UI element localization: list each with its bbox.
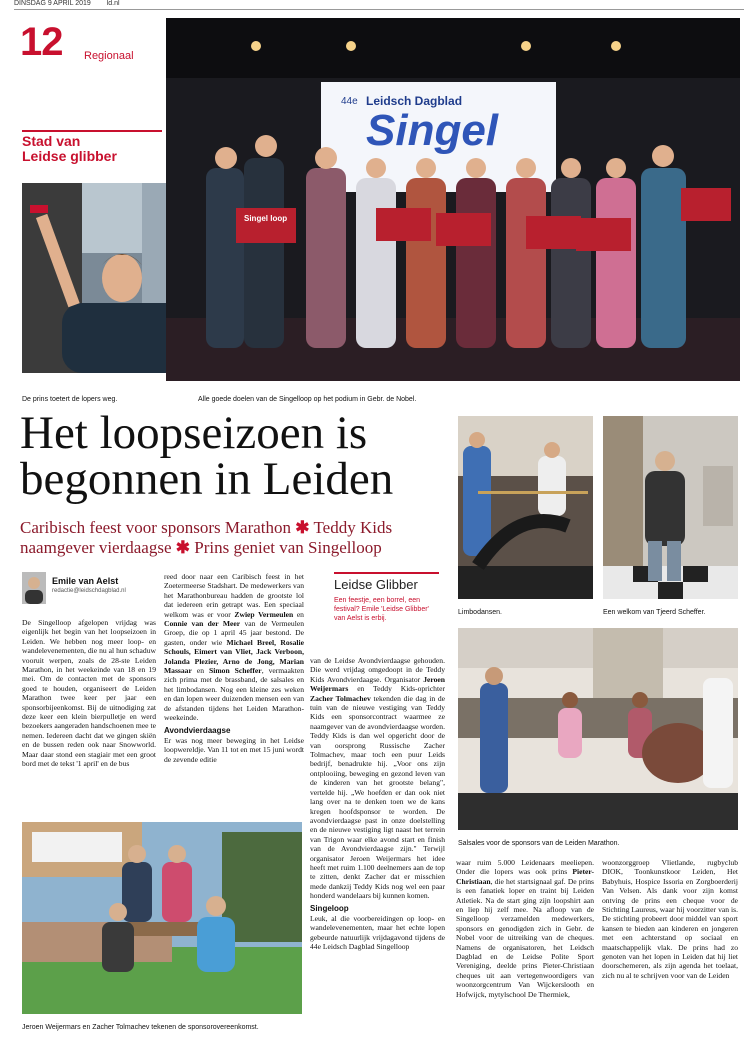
guest-list: Michael Breel, Rosalie Schouls, Eimert van Vliet, Jack Verboon, Jolanda Plezier, Arno de Jong, Marian Massaar xyxy=(164,637,304,676)
top-bar xyxy=(14,0,744,10)
sidebar-box xyxy=(334,572,439,623)
col3-text-a: van de Leidse Avondvierdaagse gehouden. Die werd vrijdag omgedoopt in de Teddy Kids Avondvierdaagse. Organisator xyxy=(310,656,445,684)
caption-signing: Jeroen Weijermars en Zacher Tolmachev tekenen de sponsorovereenkomst. xyxy=(22,1024,259,1031)
person-jeroen-weijermars: Jeroen Weijermars xyxy=(310,674,445,694)
headline xyxy=(20,407,440,505)
col2-text-e: van de Vermeulen Groep, die op 1 april 45 jaar bestond. De gasten, onder wie xyxy=(164,619,304,647)
caption-welcome: Een welkom van Tjeerd Scheffer. xyxy=(603,609,706,616)
subhead-part-1: Caribisch feest voor sponsors Marathon xyxy=(20,518,292,537)
article-column-2 xyxy=(164,572,304,814)
headline-line-1: Het loopseizoen is xyxy=(20,407,368,459)
subhead-part-2: Teddy Kids xyxy=(313,518,393,537)
person-pieter-christiaan: Pieter-Christiaan xyxy=(456,867,594,886)
col3-text-c: en Teddy Kids-oprichter xyxy=(357,684,445,694)
star-separator-2: ✱ xyxy=(175,538,190,557)
article-column-5 xyxy=(602,858,738,1044)
photo-signing xyxy=(22,822,302,1014)
photo-welcome-illustration xyxy=(603,416,738,599)
subheading-avondvierdaagse: Avondvierdaagse xyxy=(164,725,231,735)
person-zwiep-vermeulen: Zwiep Vermeulen xyxy=(234,609,294,619)
photo-salsa xyxy=(458,628,738,830)
banner-brand: Leidsch Dagblad xyxy=(366,94,463,108)
column-kicker xyxy=(22,130,162,164)
subhead xyxy=(20,518,440,558)
col2-text-j: Er was nog meer beweging in het Leidse loopwereldje. Van 11 tot en met 15 juni wordt de zevende editie xyxy=(164,735,304,764)
photo-podium xyxy=(166,18,740,381)
column-5-text: woonzorggroep Vlietlande, rugbyclub DIOK, Toonkunstkoor Leiden, Het Babyhuis, Hospice Issoria en Zorgboerderij Van Velsen. Als dank voor zijn komst ontving de prins een cheque voor de Stichting Laureus, waar hij voorzitter van is. De stichting probeert door middel van sport kansen te bieden aan kinderen en jongeren met een achterstand op sociaal en maatschappelijk vlak. De prins had zo genoten van het lopen in Leiden dat hij liet doorschemeren, als zijn agenda het toelaat, zich nu al te schrijven voor van de Leiden xyxy=(602,858,738,980)
photo-signing-illustration xyxy=(22,822,302,1014)
sidebar-title: Leidse Glibber xyxy=(334,572,439,592)
byline xyxy=(22,572,157,606)
photo-limbo xyxy=(458,416,593,599)
caption-podium: Alle goede doelen van de Singelloop op het podium in Gebr. de Nobel. xyxy=(198,396,417,403)
photo-prince xyxy=(22,183,187,373)
page-number: 12 xyxy=(20,20,63,64)
issue-date: DINSDAG 9 APRIL 2019 xyxy=(14,0,91,7)
section-label: Regionaal xyxy=(84,50,134,62)
col2-text-g: en xyxy=(196,666,205,676)
kicker-line-1: Stad van xyxy=(22,133,81,149)
sidebar-text: Een feestje, een borrel, een festival? Emile 'Leidse Glibber' van Aelst is erbij. xyxy=(334,597,429,622)
author-email[interactable]: redactie@leidschdagblad.nl xyxy=(52,588,126,594)
subhead-part-4: Prins geniet van Singelloop xyxy=(194,538,382,557)
col2-text-c: en xyxy=(296,609,304,619)
col2-text-i: , vermaakten zich prima met de brassband, de salsales en het limbodansen. Nog een kleine zes weken en dan lopen weer duizenden mensen een van de afstanden tijdens het Leiden Marathon-weekeinde. xyxy=(164,666,304,723)
col3-text-e: tekenden die dag in de tuin van de nieuwe vestiging van Teddy Kids een sponsorcontract waarmee ze naamgever van de avondvierdaagse worden. Teddy Kids is dan wel opgericht door de van oorsprong Russische Zacher Tolmachev, maar toch een puur Leids bedrijf, benadrukte hij. „Voor ons zijn ontplooiing, beweging en gezond leven van de kinderen van het grootste belang", vertelde hij. „We hoefden er dan ook niet lang over na te denken toen we de kans kregen hoofdsponsor te worden. De avondvierdaagse past in onze doelstelling en de nieuwe vestiging ligt naast het terrein van Trigon waar elke avond start en finish van de Avondvierdaagse zijn." Terwijl organisator Jeroen Weijermars het idee heeft met ruim 1.100 deelnemers aan de top te zitten, denkt Zacher dat er misschien mede dankzij Teddy Kids nog wel een paar honderd wandelaars bij kunnen komen. xyxy=(310,693,445,901)
photo-limbo-illustration xyxy=(458,416,593,599)
person-zacher-tolmachev: Zacher Tolmachev xyxy=(310,693,371,703)
star-separator-1: ✱ xyxy=(295,518,310,537)
headline-line-2: begonnen in Leiden xyxy=(20,453,394,505)
kicker-line-2: Leidse glibber xyxy=(22,148,117,164)
subheading-singeloop: Singeloop xyxy=(310,903,349,913)
col4-text-c: , die het startsignaal gaf. De prins is een fanatiek loper en traint bij Leiden Atletiek. Na de start ging zijn loopshirt aan en liep hij zelf mee. Na afloop van de Singelloop verzamelden medewerkers, sponsors en genodigden zich in Gebr. de Nobel voor de uitreiking van de cheques. Namens de organisatoren, het Leidsch Dagblad en de Leidse Polite Sport Vereniging, deelde prins Pieter-Christiaan cheques uit aan vertegenwoordigers van woonzorgcentrum Van Wijckerslooth en Hofwijck, mytylschool De Thermiek, xyxy=(456,876,594,999)
article-column-3 xyxy=(310,656,445,1044)
site-name: ld.nl xyxy=(106,0,120,7)
article-column-1 xyxy=(22,618,156,814)
banner-title: Singel xyxy=(366,106,499,155)
cheque-label: Singel loop xyxy=(244,214,288,223)
article-column-4 xyxy=(456,858,594,1044)
column-1-text: De Singelloop afgelopen vrijdag was eigenlijk het begin van het loopseizoen in Leiden. We hebben nog meer loop- en wandelevenementen, die nu al hun schaduw vooruit werpen, zoals de 28-ste Leiden Marathon, in het weekeinde van 18 en 19 mei. Om de contacten met de sponsors goed te houden, organiseert de Leiden Marathon twee keer per jaar een sponsorbijeenkomst. Bij de uitnodiging zat deze keer een klein bierpulletje en werd bezoekers aangeraden handschoenen mee te nemen. Iedereen dacht dat we gingen skiën en de bussen reden ook naar Snowworld. Maar daar stond een stagiair met een groot bord met de tekst '1 april' en de bus xyxy=(22,618,156,769)
col2-text-a: reed door naar een Caribisch feest in het Zoetermeerse Stadshart. De medewerkers van het Marathonbureau hadden de grootste lol dat iedereen erin getrapt was. Een speciaal welkom was er voor xyxy=(164,572,304,619)
author-name: Emile van Aelst xyxy=(52,576,119,586)
photo-salsa-illustration xyxy=(458,628,738,830)
col3-text-f: Leuk, al die voorbereidingen op loop- en wandelevenementen, maar het echte lopen gebeurde natuurlijk vrijdagavond tijdens de 44e Leidsch Dagblad Singelloop xyxy=(310,913,445,952)
photo-prince-illustration xyxy=(22,183,187,373)
person-simon-scheffer: Simon Scheffer xyxy=(209,666,262,676)
col4-text-a: waar ruim 5.000 Leidenaars meeliepen. Onder die lopers was ook prins xyxy=(456,858,594,877)
author-avatar xyxy=(22,572,46,604)
caption-salsa: Salsales voor de sponsors van de Leiden Marathon. xyxy=(458,840,620,847)
person-connie-van-der-meer: Connie van der Meer xyxy=(164,619,241,629)
photo-welcome xyxy=(603,416,738,599)
photo-podium-illustration xyxy=(166,18,740,381)
caption-prince: De prins toetert de lopers weg. xyxy=(22,396,118,403)
banner-ordinal: 44e xyxy=(341,96,358,107)
caption-limbo: Limbodansen. xyxy=(458,609,502,616)
subhead-part-3: naamgever vierdaagse xyxy=(20,538,172,557)
